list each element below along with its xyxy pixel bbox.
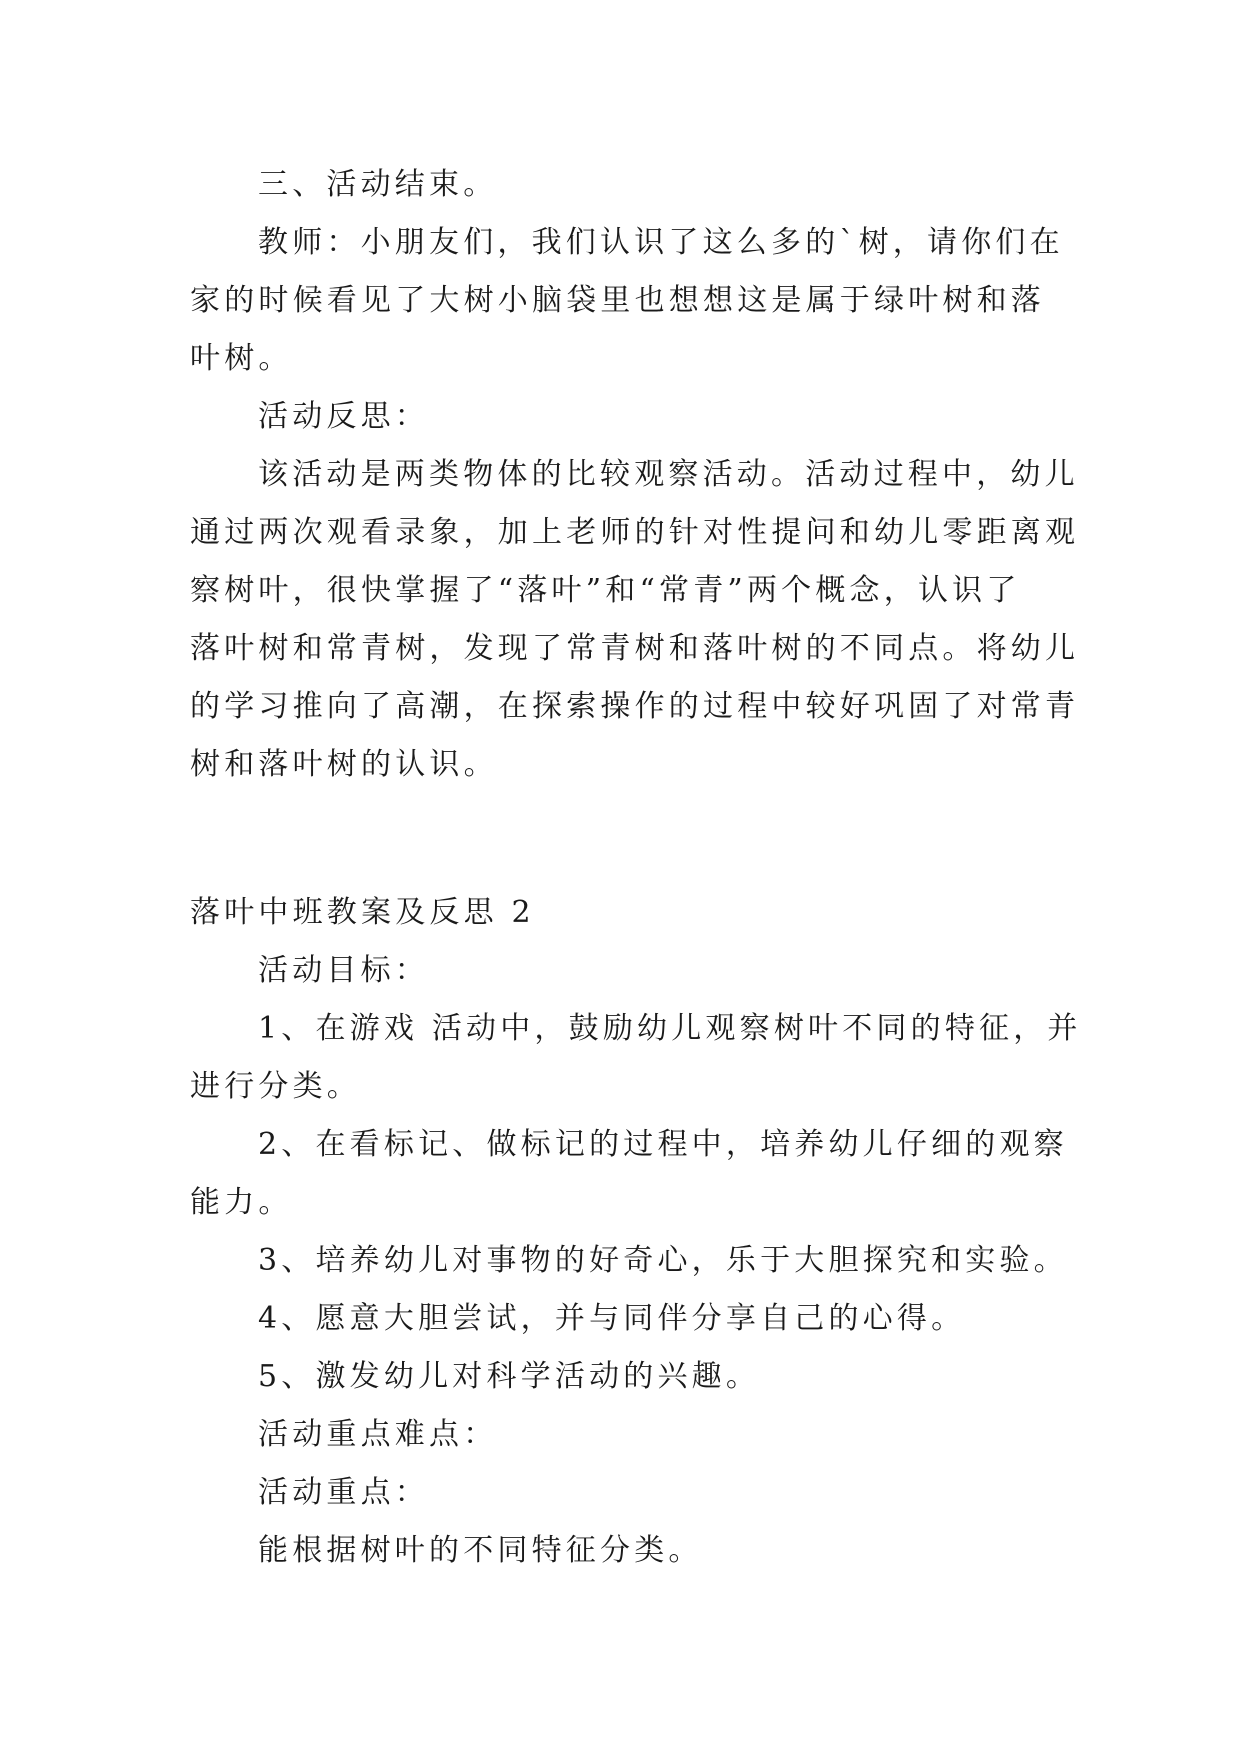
document-page [190,156,1082,1580]
text-line: 教师：小朋友们，我们认识了这么多的`树，请你们在 [258,225,1064,260]
text-line: 5、激发幼儿对科学活动的兴趣。 [258,1359,761,1394]
text-line: 活动重点难点： [258,1417,498,1452]
text-line: 的学习推向了高潮，在探索操作的过程中较好巩固了对常青 [190,689,1080,724]
text-line: 落叶树和常青树，发现了常青树和落叶树的不同点。将幼儿 [190,631,1080,666]
text-line: 家的时候看见了大树小脑袋里也想想这是属于绿叶树和落 [190,283,1045,318]
text-line: 3、培养幼儿对事物的好奇心，乐于大胆探究和实验。 [258,1243,1068,1278]
text-line: 活动反思： [258,399,429,434]
text-line: 该活动是两类物体的比较观察活动。活动过程中，幼儿 [258,457,1079,492]
document-body [190,156,1082,1580]
text-line: 树和落叶树的认识。 [190,747,498,782]
text-line: 进行分类。 [190,1069,361,1104]
text-line: 活动目标： [258,953,429,988]
text-line: 1、在游戏 活动中，鼓励幼儿观察树叶不同的特征，并 [258,1011,1082,1046]
text-line: 4、愿意大胆尝试，并与同伴分享自己的心得。 [258,1301,966,1336]
text-line: 察树叶，很快掌握了“落叶”和“常青”两个概念，认识了 [190,573,1021,608]
text-line: 能力。 [190,1185,293,1220]
section-gap [190,810,1060,868]
text-line: 活动重点： [258,1475,429,1510]
text-line: 叶树。 [190,341,293,376]
text-line: 能根据树叶的不同特征分类。 [258,1533,703,1568]
text-line: 2、在看标记、做标记的过程中，培养幼儿仔细的观察 [258,1127,1068,1162]
text-line: 落叶中班教案及反思 2 [190,895,535,930]
text-line: 通过两次观看录象，加上老师的针对性提问和幼儿零距离观 [190,515,1080,550]
text-line: 三、活动结束。 [258,167,498,202]
